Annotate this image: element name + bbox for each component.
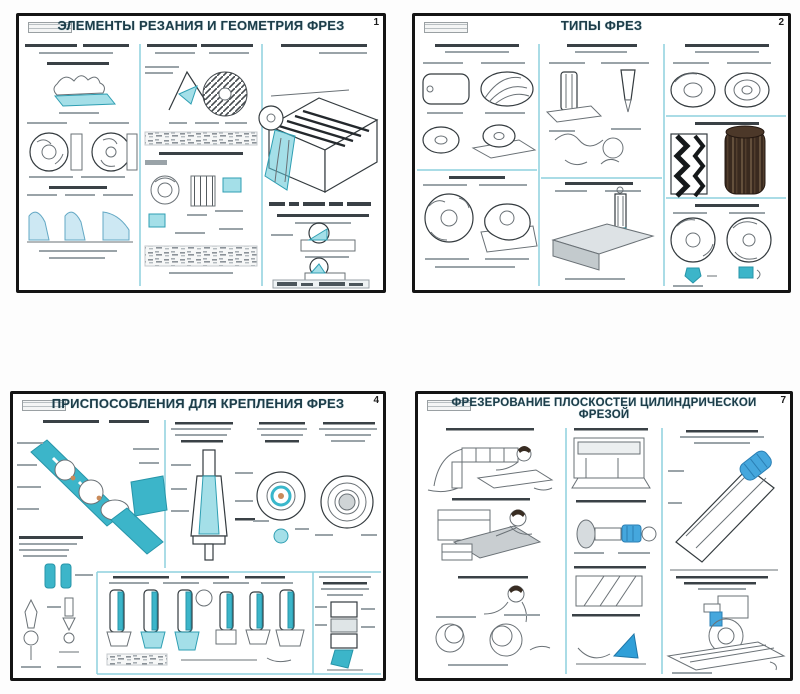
collet-pair-section bbox=[19, 536, 93, 588]
poster-title: ТИПЫ ФРЕЗ bbox=[560, 19, 643, 33]
chuck-diagram bbox=[141, 590, 165, 648]
poster-number: 2 bbox=[778, 17, 784, 28]
chuck-diagram bbox=[276, 590, 304, 646]
poster-cutter-fixtures-diagrams bbox=[13, 416, 383, 678]
hatched-text-band bbox=[145, 246, 257, 266]
arbor-cutter-mounting bbox=[574, 500, 656, 554]
small-tool-icons-column bbox=[21, 598, 81, 668]
double-angle-cutter bbox=[725, 73, 769, 107]
poster-cutter-types-diagrams bbox=[415, 40, 788, 290]
shell-mill-dark-brown bbox=[725, 126, 765, 194]
poster-number: 4 bbox=[373, 395, 379, 406]
cylindrical-cutter-blue bbox=[622, 525, 641, 542]
down-milling-scheme bbox=[305, 258, 345, 282]
machine-setup-scene bbox=[428, 428, 552, 492]
chuck-diagram bbox=[107, 590, 131, 646]
machine-front-view bbox=[572, 428, 650, 488]
publisher-logo-band bbox=[273, 280, 369, 288]
table-alignment-scene bbox=[438, 498, 540, 560]
cutting-angles-column bbox=[145, 44, 257, 274]
concave-form-cutter bbox=[671, 218, 715, 262]
cutter-blue bbox=[710, 612, 722, 626]
poster-number: 7 bbox=[780, 395, 786, 406]
poster-cutter-fixtures bbox=[10, 391, 386, 681]
poster-title: ПРИСПОСОБЛЕНИЯ ДЛЯ КРЕПЛЕНИЯ ФРЕЗ bbox=[51, 397, 345, 411]
chip-face-highlight bbox=[55, 94, 115, 106]
chuck-diagram bbox=[175, 590, 212, 650]
support-plate-teal bbox=[131, 476, 167, 516]
bottom-sketch-lines bbox=[181, 658, 291, 662]
end-mills-column bbox=[547, 44, 653, 280]
poster-title: ЭЛЕМЕНТЫ РЕЗАНИЯ И ГЕОМЕТРИЯ ФРЕЗ bbox=[57, 19, 345, 33]
vertical-machine-scene bbox=[668, 596, 784, 674]
chip-wedge-blue bbox=[614, 634, 638, 658]
angular-cutter bbox=[671, 73, 715, 107]
milling-cutter-sketch bbox=[54, 76, 104, 95]
cylindrical-cutter-end bbox=[259, 106, 283, 130]
thread-cutter-dark bbox=[671, 134, 707, 196]
disc-cutter-front-views bbox=[30, 133, 137, 171]
arbor-diagonal-diagram bbox=[668, 430, 778, 590]
milling-pass-scheme bbox=[572, 566, 646, 664]
straight-tooth-cylinder-cutter bbox=[423, 74, 469, 104]
poster-plane-milling-diagrams bbox=[418, 424, 790, 678]
poster-number: 1 bbox=[373, 17, 379, 28]
taper-shank-cutter bbox=[621, 70, 635, 100]
poster-cutting-elements bbox=[16, 13, 386, 293]
chuck-row bbox=[107, 576, 304, 665]
cylindrical-cutters-column bbox=[423, 44, 537, 268]
flange-rings-subcolumn bbox=[315, 422, 377, 536]
poster-cutting-elements-diagrams bbox=[19, 40, 383, 290]
hand-sketch bbox=[642, 527, 656, 541]
workpiece-check-scene bbox=[436, 576, 550, 666]
form-cutters-column bbox=[671, 44, 771, 287]
vertical-arbor-subcolumn bbox=[171, 422, 255, 560]
face-milling-scheme bbox=[553, 187, 653, 270]
milling-scheme-column bbox=[259, 44, 377, 288]
spiral-tooth-sketch bbox=[151, 176, 179, 204]
disc-cutter bbox=[423, 127, 459, 153]
tooth-profile-shapes bbox=[27, 212, 133, 242]
end-mill bbox=[561, 72, 577, 110]
adapter-stack-subcolumn bbox=[315, 576, 375, 670]
chuck-diagram bbox=[246, 592, 270, 644]
isometric-workpiece-diagram bbox=[259, 90, 377, 192]
sketch-curves bbox=[555, 134, 603, 146]
convex-form-cutter bbox=[727, 218, 771, 262]
poster-plane-milling bbox=[415, 391, 793, 681]
cutter-face-geometry-column bbox=[25, 44, 137, 259]
form-cutter-sketch bbox=[485, 204, 530, 240]
arbor-assembly-diagram bbox=[17, 420, 167, 554]
hatched-text-band bbox=[145, 132, 257, 145]
insert-profile-teal bbox=[739, 267, 753, 278]
up-milling-scheme bbox=[271, 223, 355, 251]
caption-text-row bbox=[269, 202, 371, 206]
ring-clamp-subcolumn bbox=[253, 422, 309, 543]
poster-cutter-types bbox=[412, 13, 791, 293]
insert-profile-teal bbox=[685, 268, 701, 283]
disc-cutter-on-block bbox=[483, 125, 515, 147]
poster-title: ФРЕЗЕРОВАНИЕ ПЛОСКОСТЕЙ ЦИЛИНДРИЧЕСКОЙ ФРЕЗОЙ bbox=[451, 397, 757, 422]
chuck-diagram bbox=[216, 592, 236, 644]
